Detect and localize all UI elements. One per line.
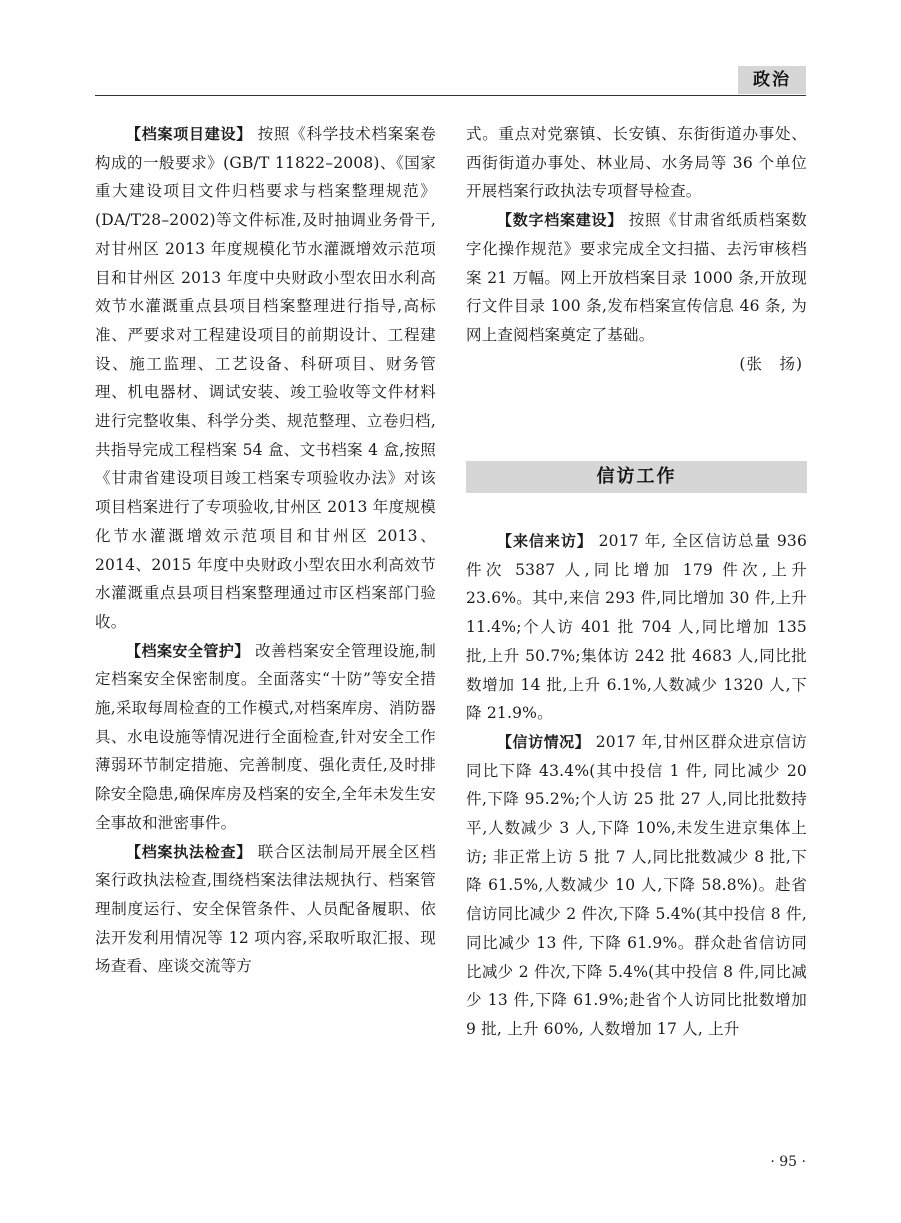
right-column-lower [466, 527, 807, 1044]
section-title: 信访工作 [466, 461, 807, 493]
header-rule [95, 95, 806, 96]
paragraph-continuation: 式。重点对党寨镇、长安镇、东街街道办事处、西街街道办事处、林业局、水务局等 36 个单位开展档案行政执法专项督导检查。 [466, 125, 807, 201]
paragraph-petition-status [466, 728, 807, 1044]
paragraph-heading: 【来信来访】 [497, 532, 593, 550]
left-column [95, 120, 436, 981]
paragraph-letters-visits [466, 527, 807, 728]
paragraph-heading: 【档案安全管护】 [126, 641, 250, 660]
section-tag: 政治 [738, 66, 806, 94]
paragraph-text: 按照《甘肃省纸质档案数字化操作规范》要求完成全文扫描、去污审核档案 21 万幅。网上开放档案目录 1000 条,开放现行文件目录 100 条,发布档案宣传信息 46 条, 为网上查阅档案奠定了基础。 [466, 211, 808, 344]
paragraph-text: 2017 年,甘州区群众进京信访同比下降 43.4%(其中投信 1 件, 同比减少 20 件,下降 95.2%;个人访 25 批 27 人,同比批数持平,人数减少 3 人,下降 10%,未发生进京集体上访; 非正常上访 5 批 7 人,同比批数减少 8 批,下降 61.5%,人数减少 10 人,下降 58.8%)。赴省信访同比减少 2 件次,下降 5.4%(其中投信 8 件,同比减少 13 件, 下降 61.9%。群众赴省信访同比减少 2 件次,下降 5.4%(其中投信 8 件,同比减少 13 件,下降 61.9%;赴省个人访同比批数增加 9 批, 上升 60%, 人数增加 17 人, 上升 [466, 732, 807, 1038]
page-number: · 95 · [770, 1154, 806, 1170]
paragraph-heading: 【档案执法检查】 [126, 842, 253, 861]
paragraph-heading: 【数字档案建设】 [497, 211, 624, 230]
paragraph-archive-inspection [95, 838, 436, 982]
paragraph-digital-archive [466, 206, 807, 350]
paragraph-archive-project [95, 120, 436, 637]
right-column-upper [466, 120, 807, 378]
paragraph-heading: 【信访情况】 [497, 732, 591, 751]
paragraph-text: 2017 年, 全区信访总量 936 件次 5387 人,同比增加 179 件次,上升 23.6%。其中,来信 293 件,同比增加 30 件,上升 11.4%;个人访 401 批 704 人,同比增加 135 批,上升 50.7%;集体访 242 批 4683 人,同比批数增加 14 批,上升 6.1%,人数减少 1320 人,下降 21.9%。 [466, 532, 808, 723]
paragraph-text: 联合区法制局开展全区档案行政执法检查,围绕档案法律法规执行、档案管理制度运行、安全保管条件、人员配备履职、依法开发利用情况等 12 项内容,采取听取汇报、现场查看、座谈交流等方 [95, 842, 437, 976]
author-credit: (张 扬) [739, 354, 803, 373]
paragraph-heading: 【档案项目建设】 [126, 125, 253, 143]
paragraph-archive-safety [95, 637, 436, 838]
paragraph-text: 按照《科学技术档案案卷构成的一般要求》(GB/T 11822–2008)、《国家重大建设项目文件归档要求与档案整理规范》(DA/T28–2002)等文件标准,及时抽调业务骨干, 对甘州区 2013 年度规模化节水灌溉增效示范项目和甘州区 2013 年度中央财政小型农田水利高效节水灌溉重点县项目档案整理进行指导,高标准、严要求对工程建设项目的前期设计、工程建设、施工监理、工艺设备、科研项目、财务管理、机电器材、调试安装、竣工验收等文件材料进行完整收集、科学分类、规范整理、立卷归档,共指导完成工程档案 54 盒、文书档案 4 盒,按照《甘肃省建设项目竣工档案专项验收办法》对该项目档案进行了专项验收,甘州区 2013 年度规模化节水灌溉增效示范项目和甘州区 2013、2014、2015 年度中央财政小型农田水利高效节水灌溉重点县项目档案整理通过市区档案部门验收。 [95, 125, 437, 631]
paragraph-text: 改善档案安全管理设施,制定档案安全保密制度。全面落实“十防”等安全措施,采取每周检查的工作模式,对档案库房、消防器具、水电设施等情况进行全面检查,针对安全工作薄弱环节制定措施、完善制度、强化责任,及时排除安全隐患,确保库房及档案的安全,全年未发生安全事故和泄密事件。 [95, 641, 436, 832]
